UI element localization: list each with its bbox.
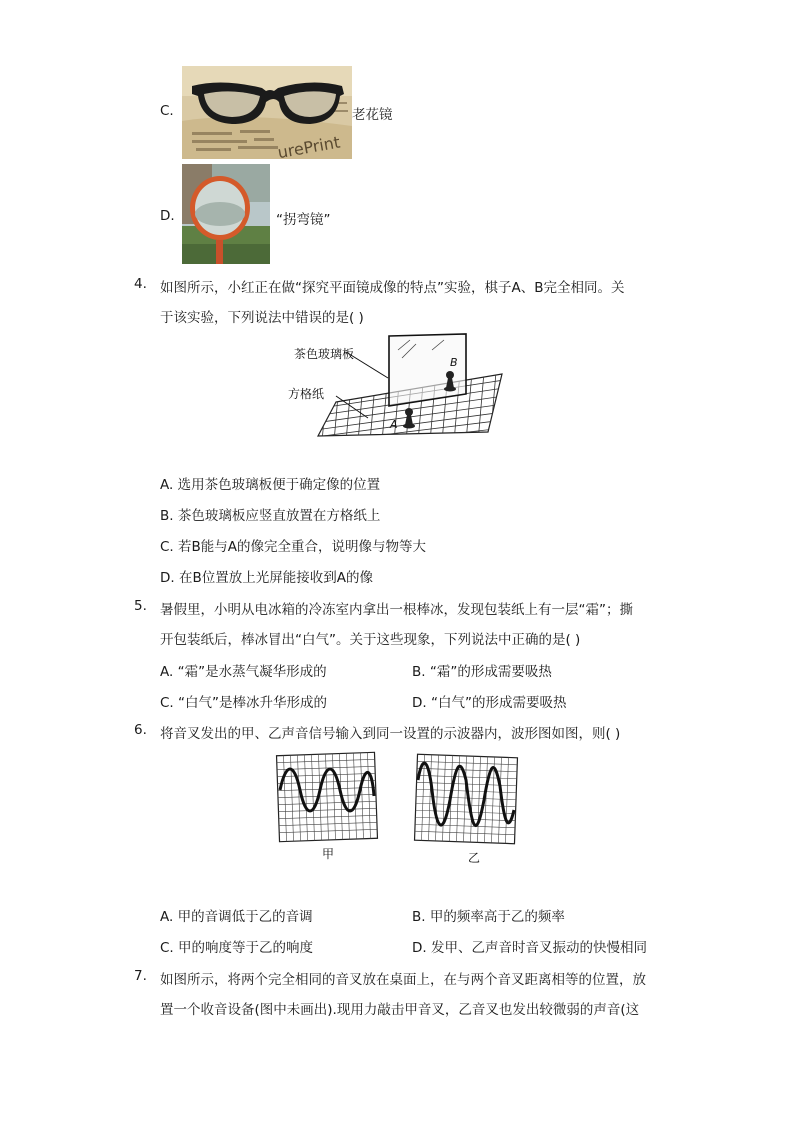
q6-number: 6. xyxy=(134,722,147,738)
plane-mirror-experiment-figure xyxy=(288,332,504,442)
paper-label: 方格纸 xyxy=(288,387,325,401)
q6-option-a: A. 甲的音调低于乙的音调 xyxy=(160,909,313,925)
q5-stem-line1: 暑假里，小明从电冰箱的冷冻室内拿出一根棒冰，发现包装纸上有一层“霜”；撕 xyxy=(160,602,633,618)
waveform-jia xyxy=(272,750,382,865)
q7-number: 7. xyxy=(134,968,147,984)
q3-option-d-letter: D. xyxy=(160,208,175,224)
q7-stem-line2: 置一个收音设备(图中未画出).现用力敲击甲音叉，乙音叉也发出较微弱的声音(这 xyxy=(160,1002,640,1018)
q5-option-b: B. “霜”的形成需要吸热 xyxy=(412,664,552,680)
q4-option-c: C. 若B能与A的像完全重合，说明像与物等大 xyxy=(160,539,427,555)
newspaper-text: urePrint xyxy=(276,132,342,159)
label-jia: 甲 xyxy=(322,847,335,861)
q5-stem-line2: 开包装纸后，棒冰冒出“白气”。关于这些现象，下列说法中正确的是( ) xyxy=(160,632,581,648)
waveform-yi xyxy=(410,750,522,868)
reading-glasses-image xyxy=(182,66,352,159)
q6-stem-line1: 将音叉发出的甲、乙声音信号输入到同一设置的示波器内，波形图如图，则( ) xyxy=(160,726,621,742)
q4-option-d: D. 在B位置放上光屏能接收到A的像 xyxy=(160,570,373,586)
q4-number: 4. xyxy=(134,276,147,292)
q5-option-d: D. “白气”的形成需要吸热 xyxy=(412,695,567,711)
q4-option-b: B. 茶色玻璃板应竖直放置在方格纸上 xyxy=(160,508,381,524)
q7-stem-line1: 如图所示，将两个完全相同的音叉放在桌面上，在与两个音叉距离相等的位置，放 xyxy=(160,972,646,988)
corner-mirror-image xyxy=(182,164,270,264)
q3-option-c-letter: C. xyxy=(160,103,174,119)
q4-stem-line2: 于该实验，下列说法中错误的是( ) xyxy=(160,310,364,326)
q3-option-d-caption: “拐弯镜” xyxy=(276,212,331,228)
glass-label: 茶色玻璃板 xyxy=(294,347,355,361)
q3-option-c-caption: 老花镜 xyxy=(352,107,393,123)
q4-option-a: A. 选用茶色玻璃板便于确定像的位置 xyxy=(160,477,381,493)
q5-number: 5. xyxy=(134,598,147,614)
piece-a-label: A xyxy=(390,418,398,431)
q5-option-a: A. “霜”是水蒸气凝华形成的 xyxy=(160,664,327,680)
q6-option-d: D. 发甲、乙声音时音叉振动的快慢相同 xyxy=(412,940,647,956)
label-yi: 乙 xyxy=(468,851,481,865)
q6-option-c: C. 甲的响度等于乙的响度 xyxy=(160,940,314,956)
q5-option-c: C. “白气”是棒冰升华形成的 xyxy=(160,695,327,711)
piece-b-label: B xyxy=(450,356,458,369)
q6-option-b: B. 甲的频率高于乙的频率 xyxy=(412,909,565,925)
q4-stem-line1: 如图所示，小红正在做“探究平面镜成像的特点”实验，棋子A、B完全相同。关 xyxy=(160,280,625,296)
